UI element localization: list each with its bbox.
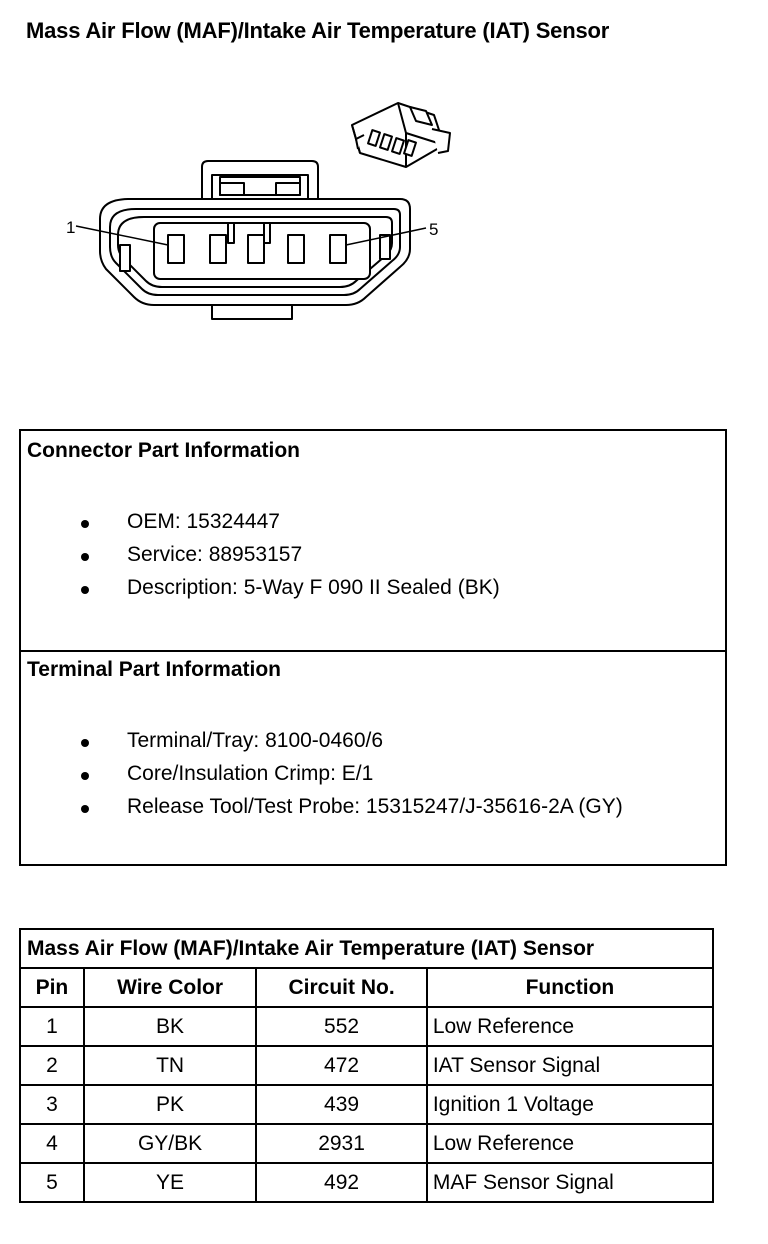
connector-part-info [21, 431, 725, 652]
pin-cell: 1 [20, 1007, 84, 1046]
pin-cell: 4 [20, 1124, 84, 1163]
function-cell: Low Reference [427, 1007, 713, 1046]
part-info-box [19, 429, 727, 866]
circuit-cell: 492 [256, 1163, 427, 1202]
function-cell: Low Reference [427, 1124, 713, 1163]
column-header-function: Function [427, 968, 713, 1007]
table-header-row [20, 968, 713, 1007]
bullet-icon [81, 772, 89, 780]
table-row [20, 1124, 713, 1163]
pin-1-label: 1 [66, 218, 76, 237]
wire-color-cell: TN [84, 1046, 257, 1085]
pinout-table [19, 928, 714, 1203]
wire-color-cell: BK [84, 1007, 257, 1046]
bullet-icon [81, 586, 89, 594]
bullet-icon [81, 739, 89, 747]
function-cell: IAT Sensor Signal [427, 1046, 713, 1085]
wire-color-cell: PK [84, 1085, 257, 1124]
connector-info-title: Connector Part Information [27, 439, 301, 462]
list-item-text: Service: 88953157 [127, 543, 303, 566]
circuit-cell: 2931 [256, 1124, 427, 1163]
list-item-text: Description: 5-Way F 090 II Sealed (BK) [127, 576, 500, 599]
circuit-cell: 552 [256, 1007, 427, 1046]
list-item-text: Core/Insulation Crimp: E/1 [127, 762, 374, 785]
wire-color-cell: GY/BK [84, 1124, 257, 1163]
pin-cell: 2 [20, 1046, 84, 1085]
bullet-icon [81, 553, 89, 561]
list-item-text: Terminal/Tray: 8100-0460/6 [127, 729, 384, 752]
wire-color-cell: YE [84, 1163, 257, 1202]
pin-cell: 3 [20, 1085, 84, 1124]
table-row [20, 1085, 713, 1124]
function-cell: MAF Sensor Signal [427, 1163, 713, 1202]
list-item-text: Release Tool/Test Probe: 15315247/J-35616-2A (GY) [127, 795, 623, 818]
function-cell: Ignition 1 Voltage [427, 1085, 713, 1124]
table-row [20, 1163, 713, 1202]
column-header-pin: Pin [20, 968, 84, 1007]
pin-5-label: 5 [429, 220, 439, 239]
terminal-part-info [21, 650, 725, 864]
table-title: Mass Air Flow (MAF)/Intake Air Temperature (IAT) Sensor [20, 929, 713, 968]
page-title: Mass Air Flow (MAF)/Intake Air Temperature (IAT) Sensor [26, 18, 610, 43]
table-row [20, 1007, 713, 1046]
list-item-text: OEM: 15324447 [127, 510, 280, 533]
bullet-icon [81, 805, 89, 813]
connector-diagram [60, 95, 470, 325]
terminal-info-title: Terminal Part Information [27, 658, 281, 681]
bullet-icon [81, 520, 89, 528]
circuit-cell: 472 [256, 1046, 427, 1085]
column-header-circuit-no: Circuit No. [256, 968, 427, 1007]
column-header-wire-color: Wire Color [84, 968, 257, 1007]
table-row [20, 1046, 713, 1085]
connector-thumbnail [352, 103, 450, 167]
table-title-row [20, 929, 713, 968]
circuit-cell: 439 [256, 1085, 427, 1124]
pin-cell: 5 [20, 1163, 84, 1202]
